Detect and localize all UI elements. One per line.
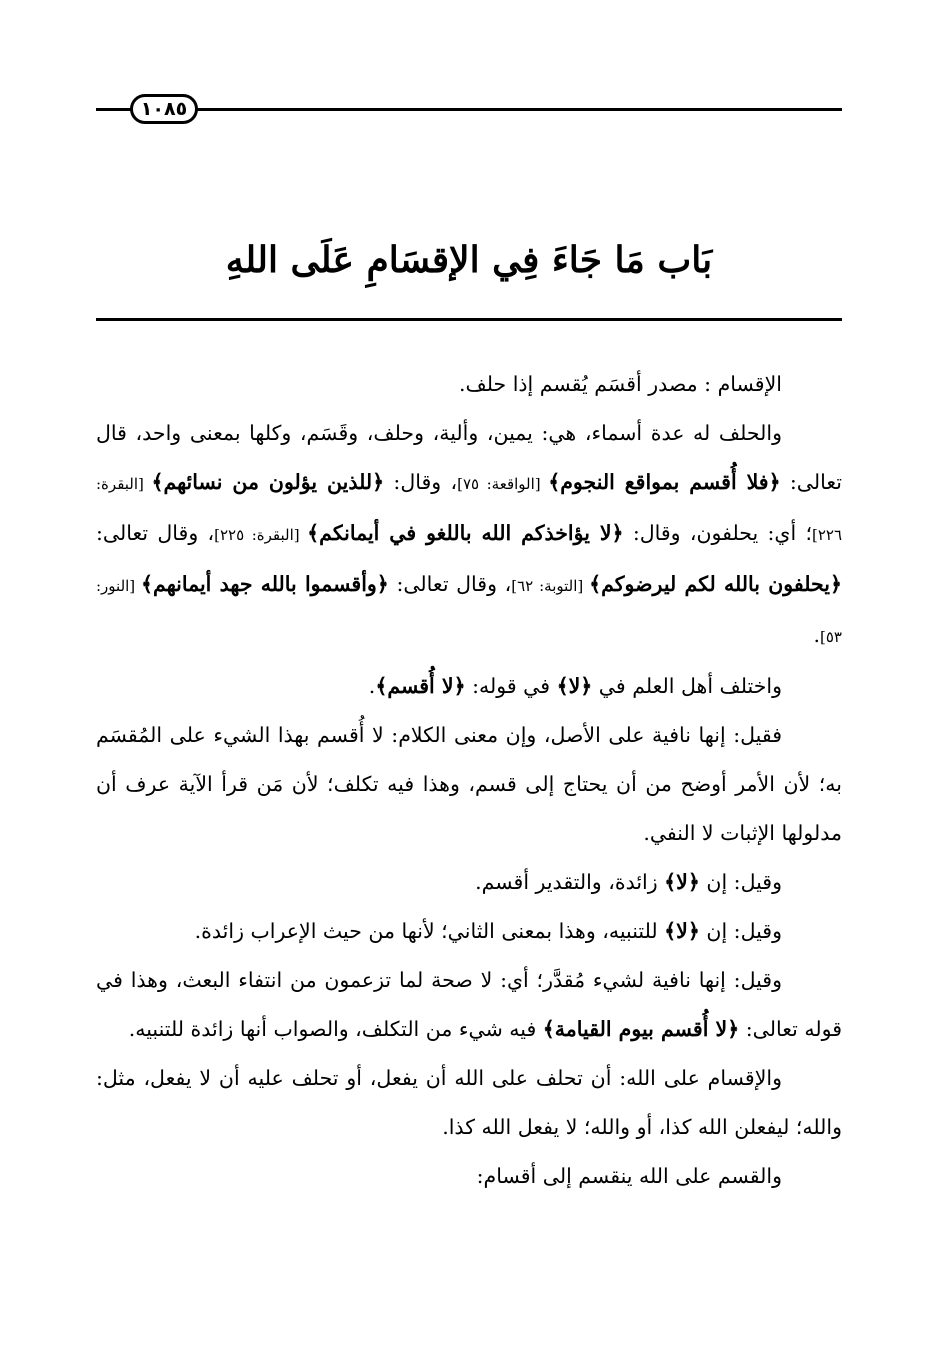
- verse-reference: [البقرة: ٢٢٦]: [96, 475, 843, 544]
- paragraph-text: زائدة، والتقدير أقسم.: [475, 870, 665, 894]
- quran-quote: ﴿للذين يؤلون من نسائهم﴾: [151, 470, 385, 494]
- paragraph-text: .: [813, 623, 821, 647]
- quran-quote: ﴿لا يؤاخذكم الله باللغو في أيمانكم﴾: [307, 521, 624, 545]
- paragraph-text: للتنبيه، وهذا بمعنى الثاني؛ لأنها من حيث الإعراب زائدة.: [194, 919, 665, 943]
- paragraph: [96, 409, 842, 662]
- quran-quote: ﴿لا﴾: [664, 870, 700, 894]
- quran-quote: ﴿لا أُقسم﴾: [375, 674, 466, 698]
- paragraph-text: ، وقال تعالى:: [96, 521, 215, 545]
- paragraph: [96, 662, 842, 711]
- paragraph: [96, 956, 842, 1054]
- page-number: ١٠٨٥: [140, 97, 188, 120]
- paragraph: [96, 711, 842, 858]
- paragraph-text: والإقسام على الله: أن تحلف على الله أن يفعل، أو تحلف عليه أن لا يفعل، مثل: والله؛ ليفعلن الله كذا، أو والله؛ لا يفعل الله كذا.: [96, 1066, 842, 1139]
- paragraph: [96, 360, 842, 409]
- header-rule: [96, 108, 842, 111]
- paragraph-text: الإقسام : مصدر أقسَم يُقسم إذا حلف.: [459, 372, 782, 396]
- paragraph-text: .: [368, 674, 376, 698]
- chapter-title: بَاب مَا جَاءَ فِي الإقسَامِ عَلَى اللهِ: [225, 239, 713, 282]
- verse-reference: [التوبة: ٦٢]: [511, 577, 590, 595]
- verse-reference: [البقرة: ٢٢٥]: [214, 526, 308, 544]
- paragraph: [96, 858, 842, 907]
- verse-reference: [النور: ٥٣]: [96, 577, 842, 646]
- paragraph-text: وقيل: إن: [699, 919, 782, 943]
- paragraph-text: والحلف له عدة أسماء، هي: يمين، وألية، وحلف، وقَسَم، وكلها بمعنى واحد، قال تعالى:: [96, 421, 842, 494]
- paragraph-text: ، وقال:: [384, 470, 458, 494]
- paragraph-text: فقيل: إنها نافية على الأصل، وإن معنى الكلام: لا أُقسم بهذا الشيء على المُقسَم به؛ لأن الأمر أوضح من أن يحتاج إلى قسم، وهذا فيه تكلف؛ لأن مَن قرأ الآية عرف أن مدلولها الإثبات لا النفي.: [96, 723, 842, 845]
- page-number-badge: [130, 94, 198, 124]
- paragraph-text: وقيل: إنها نافية لشيء مُقدَّر؛ أي: لا صحة لما تزعمون من انتفاء البعث، وهذا في قوله تعالى:: [96, 968, 842, 1041]
- paragraph-text: والقسم على الله ينقسم إلى أقسام:: [476, 1164, 782, 1188]
- quran-quote: ﴿لا﴾: [556, 674, 593, 698]
- quran-quote: ﴿فلا أُقسم بمواقع النجوم﴾: [548, 470, 781, 494]
- paragraph: [96, 1054, 842, 1152]
- paragraph-text: وقيل: إن: [699, 870, 782, 894]
- paragraph: [96, 907, 842, 956]
- quran-quote: ﴿يحلفون بالله لكم ليرضوكم﴾: [589, 572, 842, 596]
- paragraph-text: ، وقال تعالى:: [388, 572, 512, 596]
- quran-quote: ﴿لا﴾: [664, 919, 700, 943]
- paragraph-text: واختلف أهل العلم في: [592, 674, 782, 698]
- quran-quote: ﴿وأقسموا بالله جهد أيمانهم﴾: [141, 572, 389, 596]
- paragraph-text: فيه شيء من التكلف، والصواب أنها زائدة للتنبيه.: [128, 1017, 543, 1041]
- paragraph-text: ؛ أي: يحلفون، وقال:: [623, 521, 812, 545]
- paragraph-text: في قوله:: [465, 674, 557, 698]
- paragraph: [96, 1152, 842, 1201]
- verse-reference: [الواقعة: ٧٥]: [457, 475, 549, 493]
- quran-quote: ﴿لا أُقسم بيوم القيامة﴾: [542, 1017, 740, 1041]
- title-rule: [96, 318, 842, 321]
- body-text: [96, 360, 842, 1201]
